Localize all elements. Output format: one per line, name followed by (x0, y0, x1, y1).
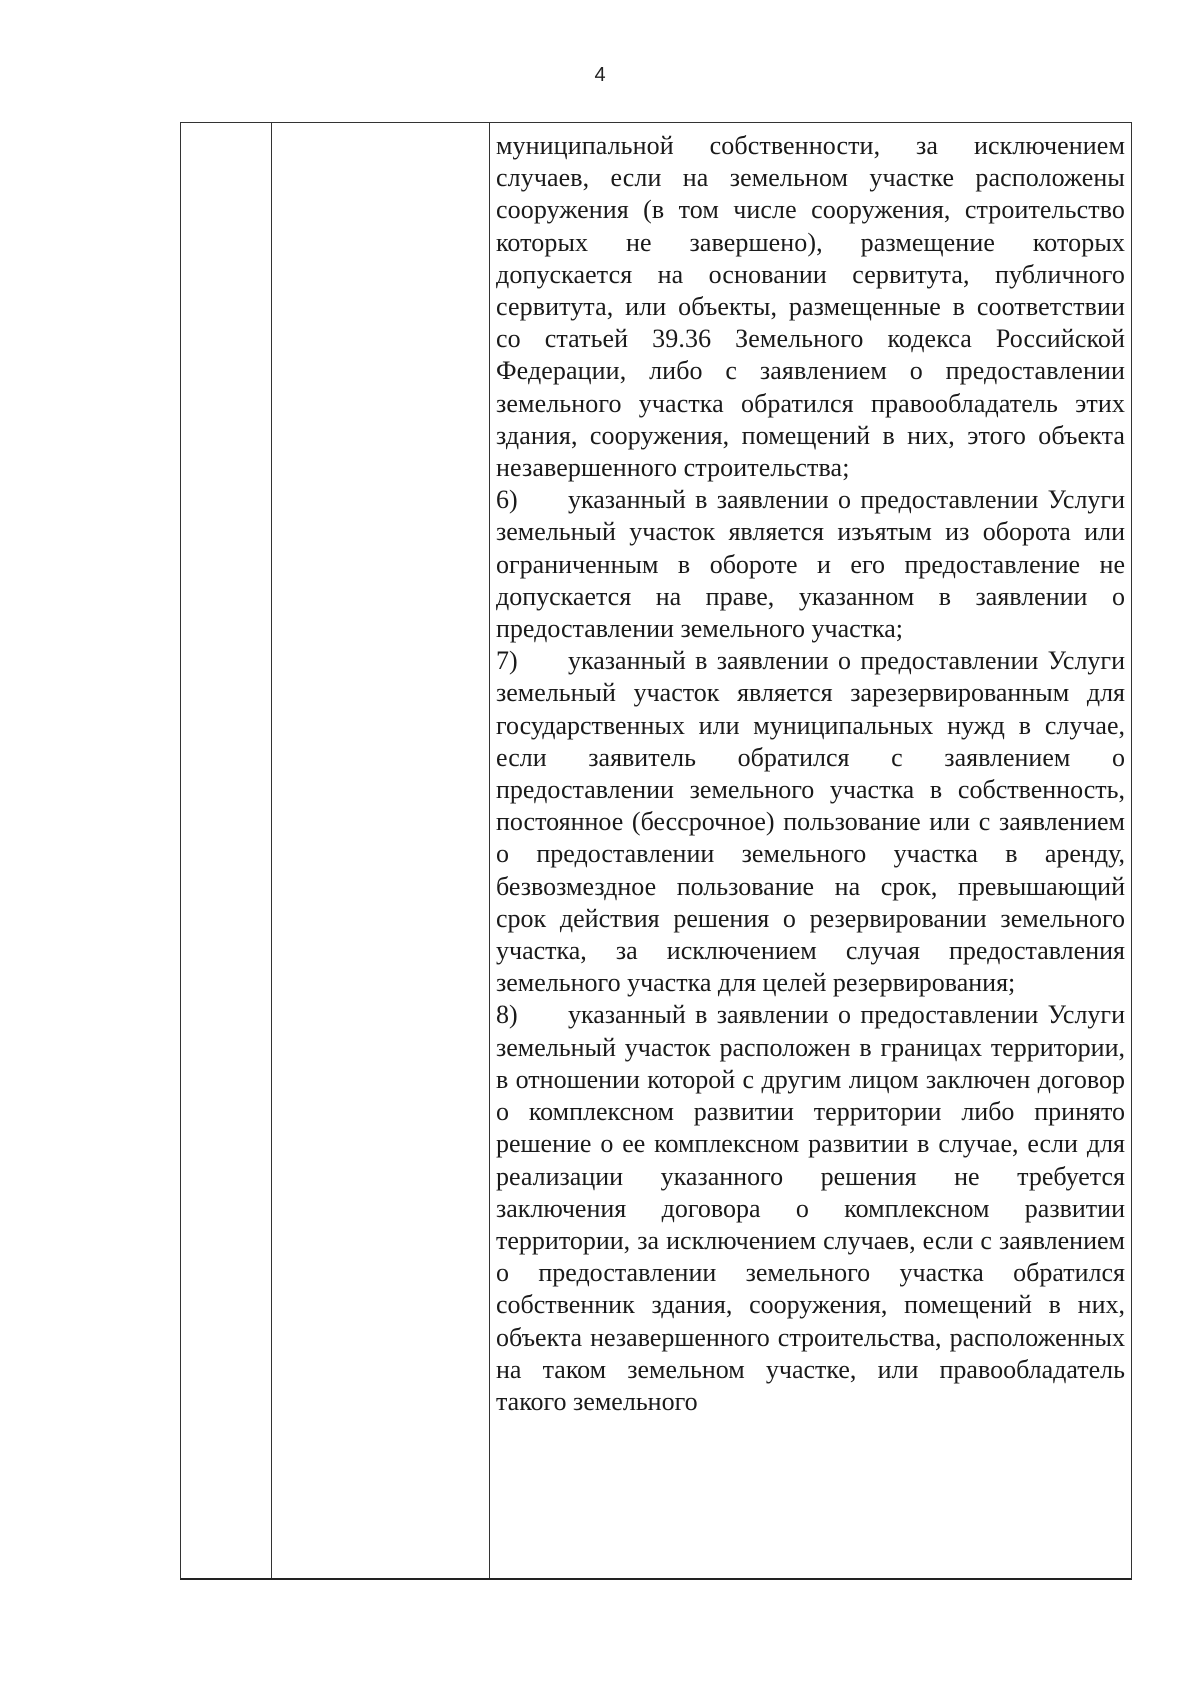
list-item-text: указанный в заявлении о предоставлении Услуги земельный участок является изъятым из оборота или ограниченным в обороте и его предоставление не допускается на праве, указанном в заявлении о предоставлении земельного участка; (496, 485, 1125, 644)
list-item-text: указанный в заявлении о предоставлении Услуги земельный участок является зарезервированным для государственных или муниципальных нужд в случае, если заявитель обратился с заявлением о предоставлении земельного участка в собственность, постоянное (бессрочное) пользование или с заявлением о предоставлении земельного участка в аренду, безвозмездное пользование на срок, превышающий срок действия решения о резервировании земельного участка, за исключением случая предоставления земельного участка для целей резервирования; (496, 646, 1125, 998)
list-item (496, 999, 1125, 1418)
list-item-number: 6) (496, 485, 518, 515)
list-item-text: указанный в заявлении о предоставлении Услуги земельный участок расположен в границах территории, в отношении которой с другим лицом заключен договор о комплексном развитии территории либо принято решение о ее комплексном развитии в случае, если для реализации указанного решения не требуется заключения договора о комплексном развитии территории, за исключением случаев, если с заявлением о предоставлении земельного участка обратился собственник здания, сооружения, помещений в них, объекта незавершенного строительства, расположенных на таком земельном участке, или правообладатель такого земельного (496, 1000, 1125, 1416)
table-column-content (490, 123, 1131, 1578)
table-column-number (181, 123, 272, 1578)
list-item-number: 7) (496, 646, 518, 676)
list-item-number: 8) (496, 1000, 518, 1030)
table-column-name (272, 123, 490, 1578)
page-number: 4 (594, 64, 606, 86)
continuation-paragraph: муниципальной собственности, за исключением случаев, если на земельном участке расположены сооружения (в том числе сооружения, строительство которых не завершено), размещение которых допускается на основании сервитута, публичного сервитута, или объекты, размещенные в соответствии со статьей 39.36 Земельного кодекса Российской Федерации, либо с заявлением о предоставлении земельного участка обратился правообладатель этих здания, сооружения, помещений в них, этого объекта незавершенного строительства; (496, 131, 1125, 483)
list-item (496, 645, 1125, 999)
list-item (496, 484, 1125, 645)
document-table (180, 122, 1132, 1580)
